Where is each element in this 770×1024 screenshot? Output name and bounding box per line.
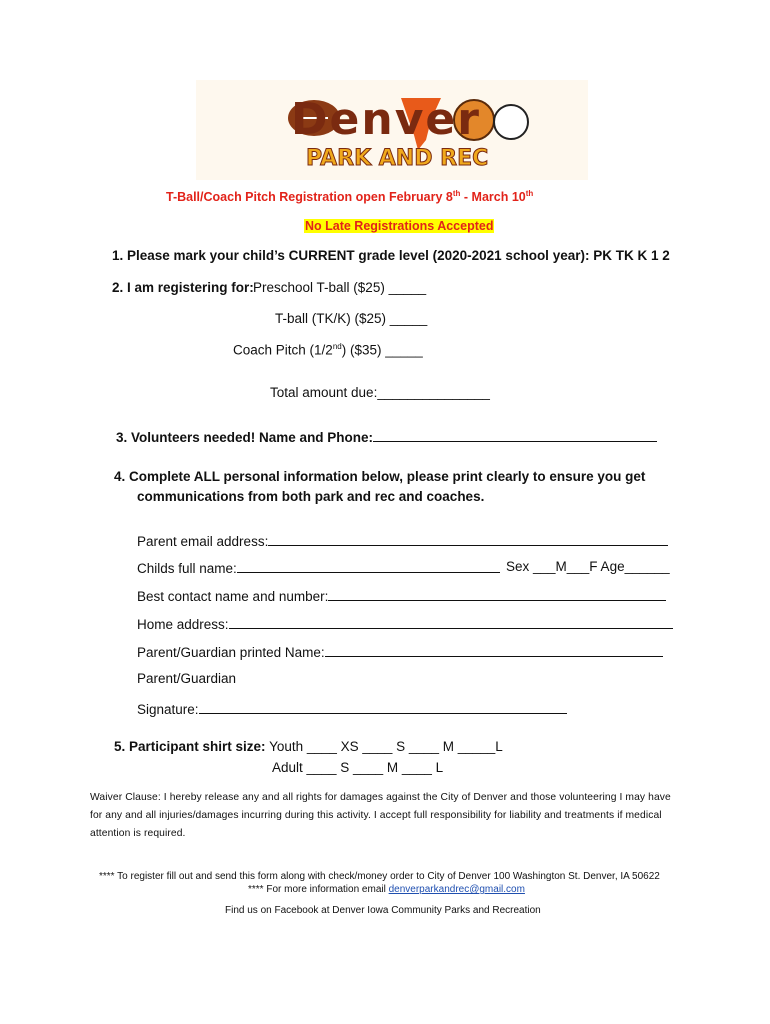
best-contact-line[interactable]: [328, 587, 666, 601]
no-late-notice: [304, 219, 494, 233]
guardian-name-line[interactable]: [325, 643, 663, 657]
registration-dates: [166, 189, 533, 204]
guardian-name-field[interactable]: [137, 643, 663, 660]
total-amount-due[interactable]: Total amount due:_______________: [270, 385, 490, 400]
logo-subtitle: PARK AND REC: [306, 146, 489, 171]
email-link[interactable]: denverparkandrec@gmail.com: [388, 884, 525, 895]
q5-youth[interactable]: Youth ____ XS ____ S ____ M _____L: [269, 739, 503, 754]
q5-shirt-size: [114, 739, 503, 754]
q2-option-tball[interactable]: T-ball (TK/K) ($25) _____: [275, 311, 428, 326]
q2-option-coach-pitch[interactable]: [233, 342, 423, 358]
guardian-name-label: Parent/Guardian printed Name:: [137, 645, 325, 660]
best-contact-field[interactable]: [137, 587, 666, 604]
child-name-field[interactable]: [137, 559, 500, 576]
signature-line[interactable]: [199, 700, 567, 714]
no-late-text: No Late Registrations Accepted: [305, 219, 494, 233]
coach-pitch-sup: nd: [332, 342, 342, 351]
q4-label-line2: communications from both park and rec and coaches.: [137, 489, 485, 504]
child-name-line[interactable]: [237, 559, 500, 573]
q2-option-preschool[interactable]: Preschool T-ball ($25) _____: [253, 280, 427, 295]
guardian-signature-field[interactable]: [137, 700, 567, 717]
q3-volunteers: [116, 428, 657, 445]
home-address-line[interactable]: [229, 615, 673, 629]
footer-facebook: Find us on Facebook at Denver Iowa Community Parks and Recreation: [225, 905, 541, 916]
coach-pitch-prefix: Coach Pitch (1/2: [233, 342, 333, 358]
q2-label: 2. I am registering for:: [112, 280, 254, 295]
parent-email-field[interactable]: [137, 532, 668, 549]
footer-register: **** To register fill out and send this form along with check/money order to City of Denver 100 Washington St. Denver, IA 50622: [99, 871, 660, 882]
logo-title: Denver: [291, 94, 481, 145]
home-address-label: Home address:: [137, 617, 229, 632]
waiver-clause: Waiver Clause: I hereby release any and all rights for damages against the City of Denver and those volunteering I may have for any and all injuries/damages incurring during this activity. I accept full responsibility for liability and treatments if medical attention is required.: [90, 792, 671, 839]
q4-label-line1: 4. Complete ALL personal information below, please print clearly to ensure you get: [114, 469, 646, 484]
q3-label: 3. Volunteers needed! Name and Phone:: [116, 430, 374, 445]
best-contact-label: Best contact name and number:: [137, 589, 329, 604]
sex-age-field[interactable]: Sex ___M___F Age______: [506, 559, 670, 574]
registration-prefix: T-Ball/Coach Pitch Registration open February 8: [166, 190, 453, 205]
q5-adult[interactable]: Adult ____ S ____ M ____ L: [272, 760, 444, 775]
home-address-field[interactable]: [137, 615, 673, 632]
guardian-sig-label-2: Signature:: [137, 702, 199, 717]
parent-email-label: Parent email address:: [137, 534, 269, 549]
registration-sup2: th: [525, 189, 534, 198]
coach-pitch-suffix: ) ($35) _____: [341, 342, 423, 358]
parent-email-line[interactable]: [268, 532, 668, 546]
child-name-label: Childs full name:: [137, 561, 237, 576]
registration-mid: - March 10: [460, 190, 526, 205]
q1-grade-level: 1. Please mark your child’s CURRENT grade level (2020-2021 school year): PK TK K 1 2: [112, 248, 670, 263]
logo: [196, 80, 588, 180]
footer-email: [248, 884, 525, 895]
footer-email-prefix: **** For more information email: [248, 884, 389, 895]
volunteer-input-line[interactable]: [373, 428, 657, 442]
q5-label: 5. Participant shirt size:: [114, 739, 266, 754]
registration-sup1: th: [452, 189, 461, 198]
guardian-sig-label-1: Parent/Guardian: [137, 671, 237, 686]
